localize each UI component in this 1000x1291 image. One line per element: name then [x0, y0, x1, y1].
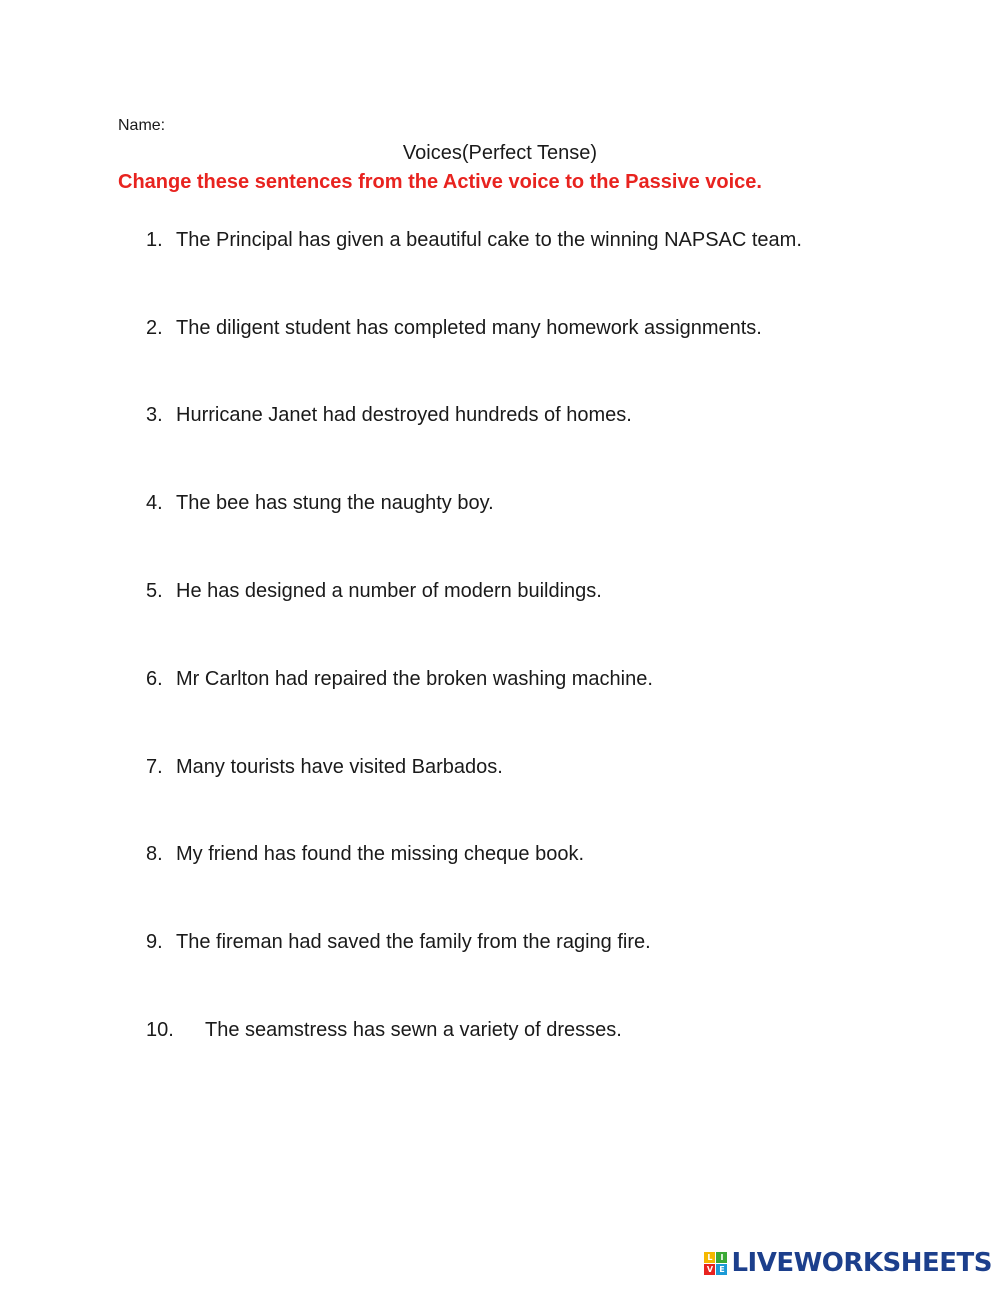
question-item: [146, 229, 802, 252]
question-number: 9.: [146, 931, 163, 953]
brand-name: LIVEWORKSHEETS: [731, 1248, 992, 1278]
logo-letter: I: [716, 1252, 727, 1263]
question-number: 8.: [146, 843, 163, 865]
question-number: 7.: [146, 756, 163, 778]
question-text: The diligent student has completed many homework assignments.: [176, 317, 762, 339]
question-number: 3.: [146, 404, 163, 426]
name-label: Name:: [118, 117, 166, 134]
question-item: [146, 580, 602, 603]
logo-letter: L: [704, 1252, 715, 1263]
instruction-text: Change these sentences from the Active voice to the Passive voice.: [118, 171, 762, 193]
question-number: 5.: [146, 580, 163, 602]
question-text: The fireman had saved the family from the raging fire.: [176, 931, 651, 953]
question-text: He has designed a number of modern buildings.: [176, 580, 602, 602]
question-text: The seamstress has sewn a variety of dresses.: [205, 1019, 622, 1041]
question-text: My friend has found the missing cheque book.: [176, 843, 585, 865]
worksheet-title: Voices(Perfect Tense): [402, 142, 598, 164]
question-text: Mr Carlton had repaired the broken washing machine.: [176, 668, 653, 690]
question-item: [146, 843, 584, 866]
question-number: 10.: [146, 1019, 174, 1041]
question-text: The Principal has given a beautiful cake to the winning NAPSAC team.: [176, 229, 802, 251]
logo-letter: V: [704, 1264, 715, 1275]
question-item: [146, 1019, 622, 1042]
footer-brand: [704, 1248, 992, 1278]
question-item: [146, 756, 503, 779]
question-number: 2.: [146, 317, 163, 339]
question-number: 6.: [146, 668, 163, 690]
question-text: Hurricane Janet had destroyed hundreds of homes.: [176, 404, 632, 426]
question-item: [146, 668, 653, 691]
question-text: The bee has stung the naughty boy.: [176, 492, 494, 514]
liveworksheets-logo-icon: [704, 1252, 727, 1275]
question-text: Many tourists have visited Barbados.: [176, 756, 503, 778]
question-item: [146, 931, 651, 954]
question-number: 4.: [146, 492, 163, 514]
question-item: [146, 492, 494, 515]
question-number: 1.: [146, 229, 163, 251]
logo-letter: E: [716, 1264, 727, 1275]
question-item: [146, 404, 632, 427]
question-item: [146, 317, 762, 340]
